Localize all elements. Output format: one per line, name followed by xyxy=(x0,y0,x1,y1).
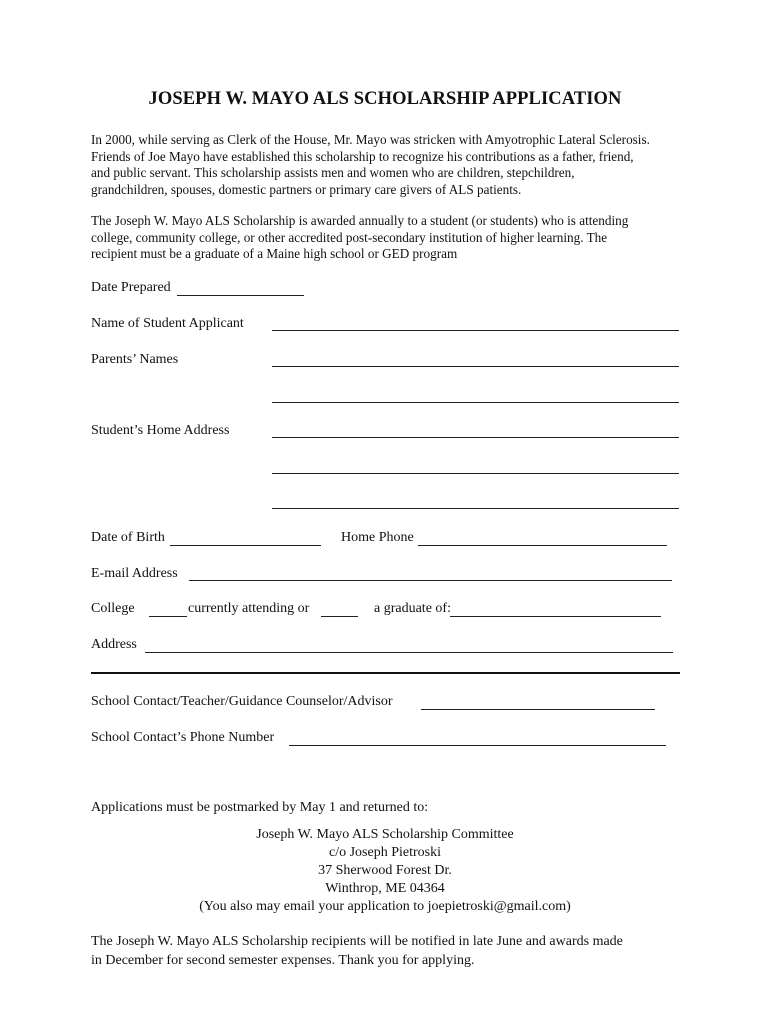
email-field[interactable] xyxy=(189,580,672,581)
college-address-label: Address xyxy=(91,637,137,652)
school-contact-field[interactable] xyxy=(421,709,655,710)
street-address: 37 Sherwood Forest Dr. xyxy=(318,863,452,878)
college-name-field[interactable] xyxy=(450,616,661,617)
graduate-of-label: a graduate of: xyxy=(374,601,451,616)
date-prepared-field[interactable] xyxy=(177,295,304,296)
school-contact-label: School Contact/Teacher/Guidance Counselor/Advisor xyxy=(91,694,393,709)
intro-line: grandchildren, spouses, domestic partners or primary care givers of ALS patients. xyxy=(91,181,522,197)
student-name-field[interactable] xyxy=(272,330,679,331)
care-of-line: c/o Joseph Pietroski xyxy=(329,845,441,860)
committee-name: Joseph W. Mayo ALS Scholarship Committee xyxy=(256,827,514,842)
college-label: College xyxy=(91,601,135,616)
college-address-field[interactable] xyxy=(145,652,673,653)
closing-line: The Joseph W. Mayo ALS Scholarship recipients will be notified in late June and awards made xyxy=(91,934,623,949)
award-paragraph xyxy=(91,213,691,263)
parents-names-label: Parents’ Names xyxy=(91,352,179,367)
home-address-field[interactable] xyxy=(272,437,679,438)
date-of-birth-field[interactable] xyxy=(170,545,321,546)
home-address-field-2[interactable] xyxy=(272,473,679,474)
page-title: JOSEPH W. MAYO ALS SCHOLARSHIP APPLICATION xyxy=(148,89,622,109)
mailing-intro: Applications must be postmarked by May 1 and returned to: xyxy=(91,800,429,815)
award-line: The Joseph W. Mayo ALS Scholarship is awarded annually to a student (or students) who is attending xyxy=(91,213,629,228)
email-note: (You also may email your application to joepietroski@gmail.com) xyxy=(199,899,571,914)
graduate-check[interactable] xyxy=(321,616,358,617)
school-contact-phone-field[interactable] xyxy=(289,745,666,746)
email-label: E-mail Address xyxy=(91,566,178,581)
intro-line: In 2000, while serving as Clerk of the House, Mr. Mayo was stricken with Amyotrophic Lateral Sclerosis. xyxy=(91,132,650,147)
parents-names-field-2[interactable] xyxy=(272,402,679,403)
city-state-zip: Winthrop, ME 04364 xyxy=(325,881,445,896)
intro-paragraph xyxy=(91,132,691,198)
award-line: college, community college, or other accredited post-secondary institution of higher learning. The xyxy=(91,229,608,245)
intro-line: Friends of Joe Mayo have established this scholarship to recognize his contributions as a father, friend, xyxy=(91,148,634,164)
intro-line: and public servant. This scholarship assists men and women who are children, stepchildren, xyxy=(91,165,575,180)
home-phone-label: Home Phone xyxy=(341,530,414,545)
home-address-field-3[interactable] xyxy=(272,508,679,509)
date-of-birth-label: Date of Birth xyxy=(91,530,165,545)
home-phone-field[interactable] xyxy=(418,545,667,546)
currently-attending-check[interactable] xyxy=(149,616,187,617)
currently-attending-label: currently attending or xyxy=(188,601,310,616)
closing-line: in December for second semester expenses. Thank you for applying. xyxy=(91,953,475,968)
school-contact-phone-label: School Contact’s Phone Number xyxy=(91,730,275,745)
home-address-label: Student’s Home Address xyxy=(91,423,230,438)
date-prepared-label: Date Prepared xyxy=(91,280,171,295)
section-divider xyxy=(91,672,680,674)
parents-names-field[interactable] xyxy=(272,366,679,367)
student-name-label: Name of Student Applicant xyxy=(91,316,244,331)
award-line: recipient must be a graduate of a Maine high school or GED program xyxy=(91,246,458,261)
